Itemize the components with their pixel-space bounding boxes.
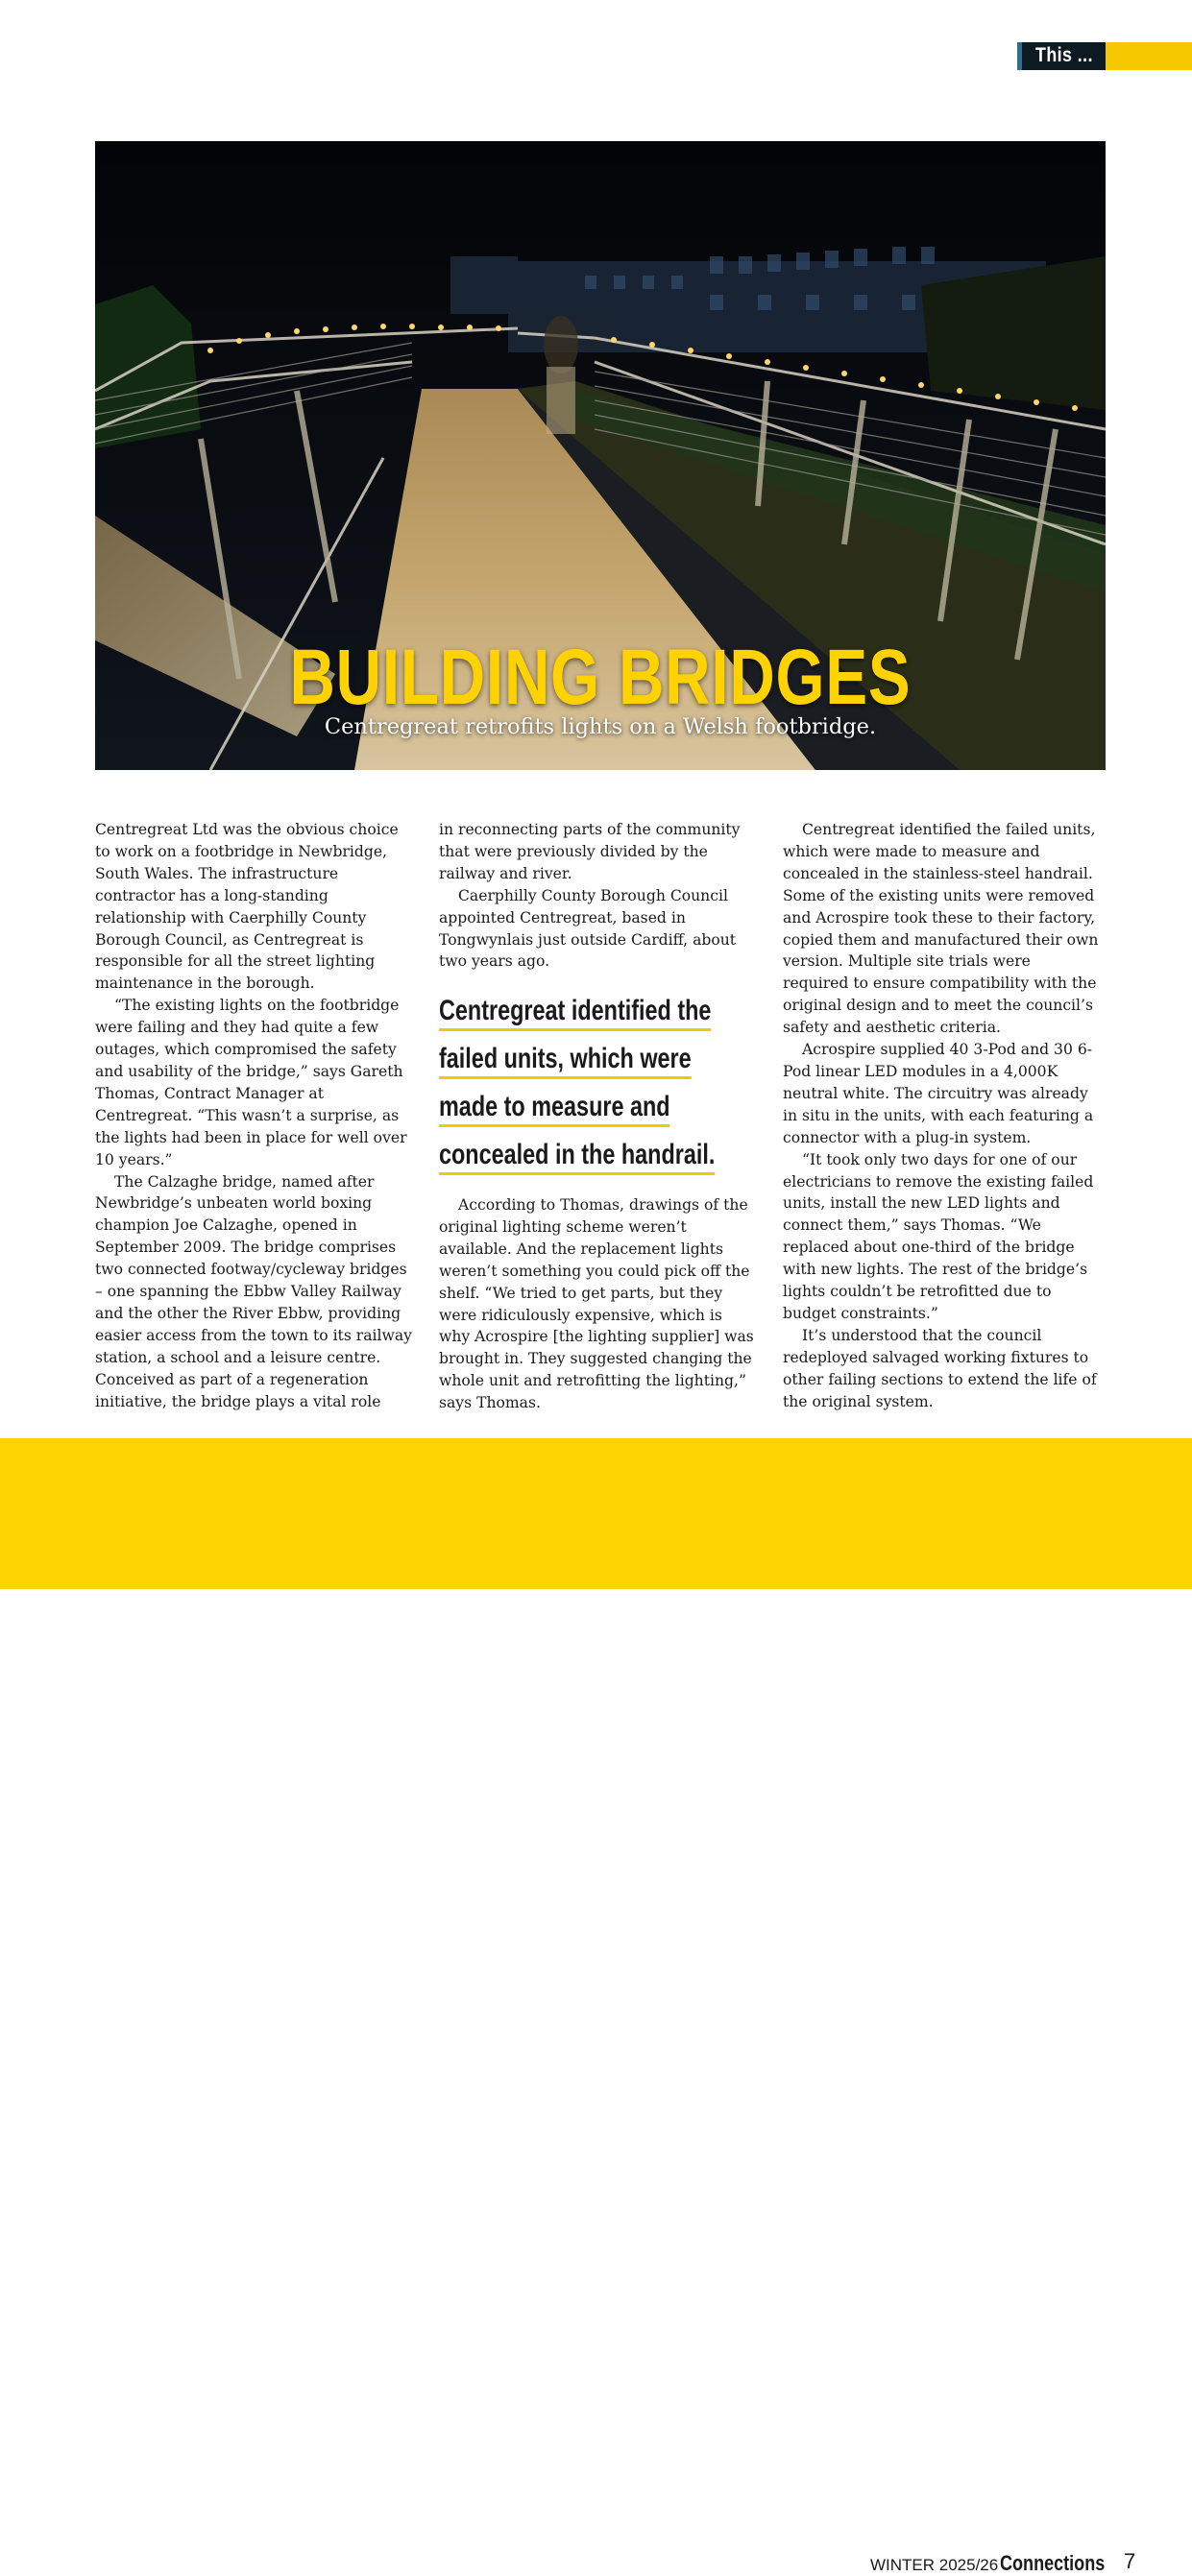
footer-issue: WINTER 2025/26 <box>870 2556 999 2574</box>
column-3 <box>783 819 1100 1412</box>
footer-magazine-title: Connections <box>1000 2551 1106 2575</box>
section-tab <box>1017 42 1110 70</box>
pull-quote-line: concealed in the handrail. <box>439 1139 715 1175</box>
hero-photo <box>95 141 1106 770</box>
paragraph: According to Thomas, drawings of the original lighting scheme weren’t available. And the replacement lights weren’t something you could pick off the shelf. “We tried to get parts, but they were ridiculously expensive, which is why Acrospire [the lighting supplier] was brought in. They suggested changing the whole unit and retrofitting the lighting,” says Thomas. <box>439 1196 754 1412</box>
column-2-top <box>439 819 756 973</box>
section-stripe <box>1106 42 1192 70</box>
pull-quote-line: failed units, which were <box>439 1043 692 1079</box>
column-1 <box>95 819 412 1412</box>
paragraph: “It took only two days for one of our electricians to remove the existing failed units, install the new LED lights and connect them,” says Thomas. “We replaced about one-third of the bridge with new lights. The rest of the bridge’s lights couldn’t be retrofitted due to budget constraints.” <box>783 1150 1094 1322</box>
paragraph: Centregreat Ltd was the obvious choice to work on a footbridge in Newbridge, South Wales. The infrastructure contractor has a long-standing relationship with Caerphilly County Borough Council, as Centregreat is responsible for all the street lighting maintenance in the borough. <box>95 821 399 993</box>
column-2-bottom <box>439 1194 756 1414</box>
footer-band <box>0 1438 1192 2575</box>
paragraph: Caerphilly County Borough Council appointed Centregreat, based in Tongwynlais just outside Cardiff, about two years ago. <box>439 886 737 971</box>
paragraph: Centregreat identified the failed units, which were made to measure and concealed in the stainless-steel handrail. Some of the existing units were removed and Acrospire took these to their factory, copied them and manufactured their own version. Multiple site trials were required to ensure compatibility with the original design and to meet the council’s safety and aesthetic criteria. <box>783 821 1099 1037</box>
paragraph: The Calzaghe bridge, named after Newbridge’s unbeaten world boxing champion Joe Calzaghe, opened in September 2009. The bridge comprises two connected footway/cycleway bridges – one spanning the Ebbw Valley Railway and the other the River Ebbw, providing easier access from the town to its railway station, a school and a leisure centre. Conceived as part of a regeneration initiative, the bridge plays a vital role <box>95 1172 412 1410</box>
pull-quote-line: made to measure and <box>439 1091 670 1127</box>
paragraph: It’s understood that the council redeployed salvaged working fixtures to other failing sections to extend the life of the original system. <box>783 1326 1097 1410</box>
headline: BUILDING BRIDGES <box>289 634 912 721</box>
pull-quote <box>439 995 716 1187</box>
pull-quote-line: Centregreat identified the <box>439 995 711 1031</box>
paragraph: Acrospire supplied 40 3-Pod and 30 6-Pod linear LED modules in a 4,000K neutral white. The circuitry was already in situ in the units, with each featuring a connector with a plug-in system. <box>783 1041 1094 1146</box>
subheading: Centregreat retrofits lights on a Welsh footbridge. <box>324 714 877 739</box>
paragraph: in reconnecting parts of the community that were previously divided by the railway and river. <box>439 821 741 882</box>
paragraph: “The existing lights on the footbridge were failing and they had quite a few outages, which compromised the safety and usability of the bridge,” says Gareth Thomas, Contract Manager at Centregreat. “This wasn’t a surprise, as the lights had been in place for well over 10 years.” <box>95 997 407 1168</box>
page-number: 7 <box>1124 2549 1136 2573</box>
section-tab-label: This ... <box>1035 44 1093 66</box>
